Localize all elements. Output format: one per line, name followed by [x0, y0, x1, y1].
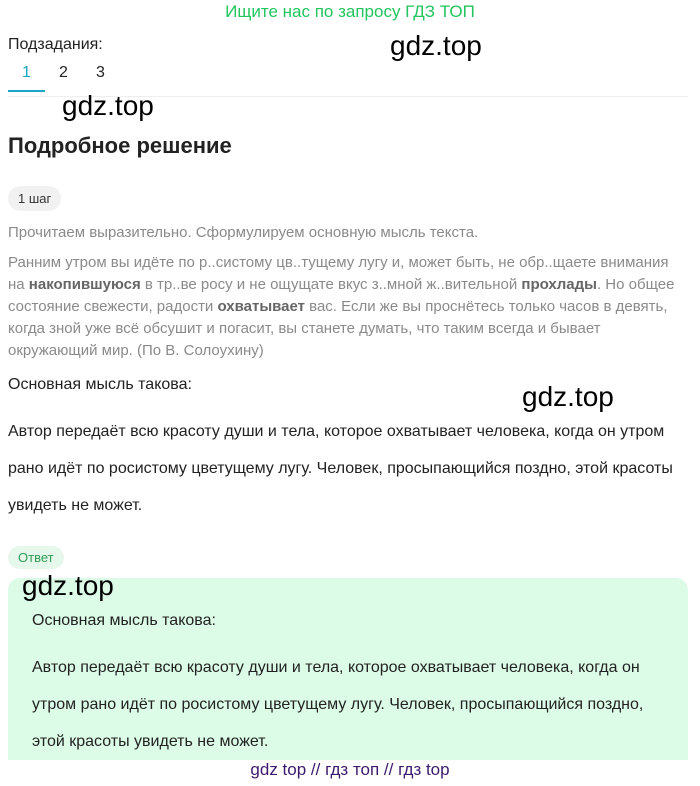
- tab-subtask-2[interactable]: 2: [59, 64, 68, 81]
- solution-heading: Подробное решение: [8, 133, 232, 158]
- watermark-logo: gdz.top: [22, 570, 114, 601]
- quote-part: в тр..ве росу и не ощущате вкус з..мной ж..вительной: [140, 276, 522, 293]
- quote-part: . Но общее состояние свежести, радости: [8, 276, 675, 315]
- quote-bold: накопившуюся: [28, 276, 141, 293]
- lead-text: Прочитаем выразительно. Сформулируем основную мысль текста.: [8, 224, 479, 241]
- answer-text: Автор передаёт всю красоту души и тела, которое охватывает человека, когда он утром рано идёт по росистому цветущему лугу. Человек, просыпающийся поздно, этой красоты увидеть не может.: [32, 659, 644, 750]
- footer-links[interactable]: gdz top // гдз топ // гдз top: [250, 760, 450, 779]
- watermark-logo: gdz.top: [390, 30, 482, 61]
- answer-badge: Ответ: [8, 546, 64, 569]
- step-badge: 1 шаг: [8, 186, 61, 211]
- top-banner: Ищите нас по запросу ГДЗ ТОП: [225, 2, 475, 21]
- main-idea-text: Автор передаёт всю красоту души и тела, которое охватывает человека, когда он утром рано идёт по росистому цветущему лугу. Человек, просыпающийся поздно, этой красоты увидеть не может.: [8, 423, 673, 514]
- quote-part: вас. Если же вы проснётесь только часов в девять, когда зной уже всё обсушит и погасит, вы станете думать, что таким всегда и бывает окружающий мир. (По В. Солоухину): [8, 298, 668, 359]
- tab-subtask-3[interactable]: 3: [96, 64, 105, 81]
- quote-bold: охватывает: [217, 298, 305, 315]
- quote-text: [8, 252, 688, 362]
- tab-subtask-1[interactable]: 1: [8, 64, 45, 92]
- answer-label: Основная мысль такова:: [32, 612, 216, 629]
- subtasks-label: Подзадания:: [8, 36, 103, 53]
- subtask-tabs: [8, 64, 119, 92]
- quote-part: Ранним утром вы идёте по р..систому цв..тущему лугу и, может быть, не обр..щаете внимания на: [8, 254, 669, 293]
- main-idea-label: Основная мысль такова:: [8, 376, 192, 393]
- watermark-logo: gdz.top: [62, 90, 154, 121]
- watermark-logo: gdz.top: [522, 381, 614, 412]
- quote-bold: прохлады: [521, 276, 597, 293]
